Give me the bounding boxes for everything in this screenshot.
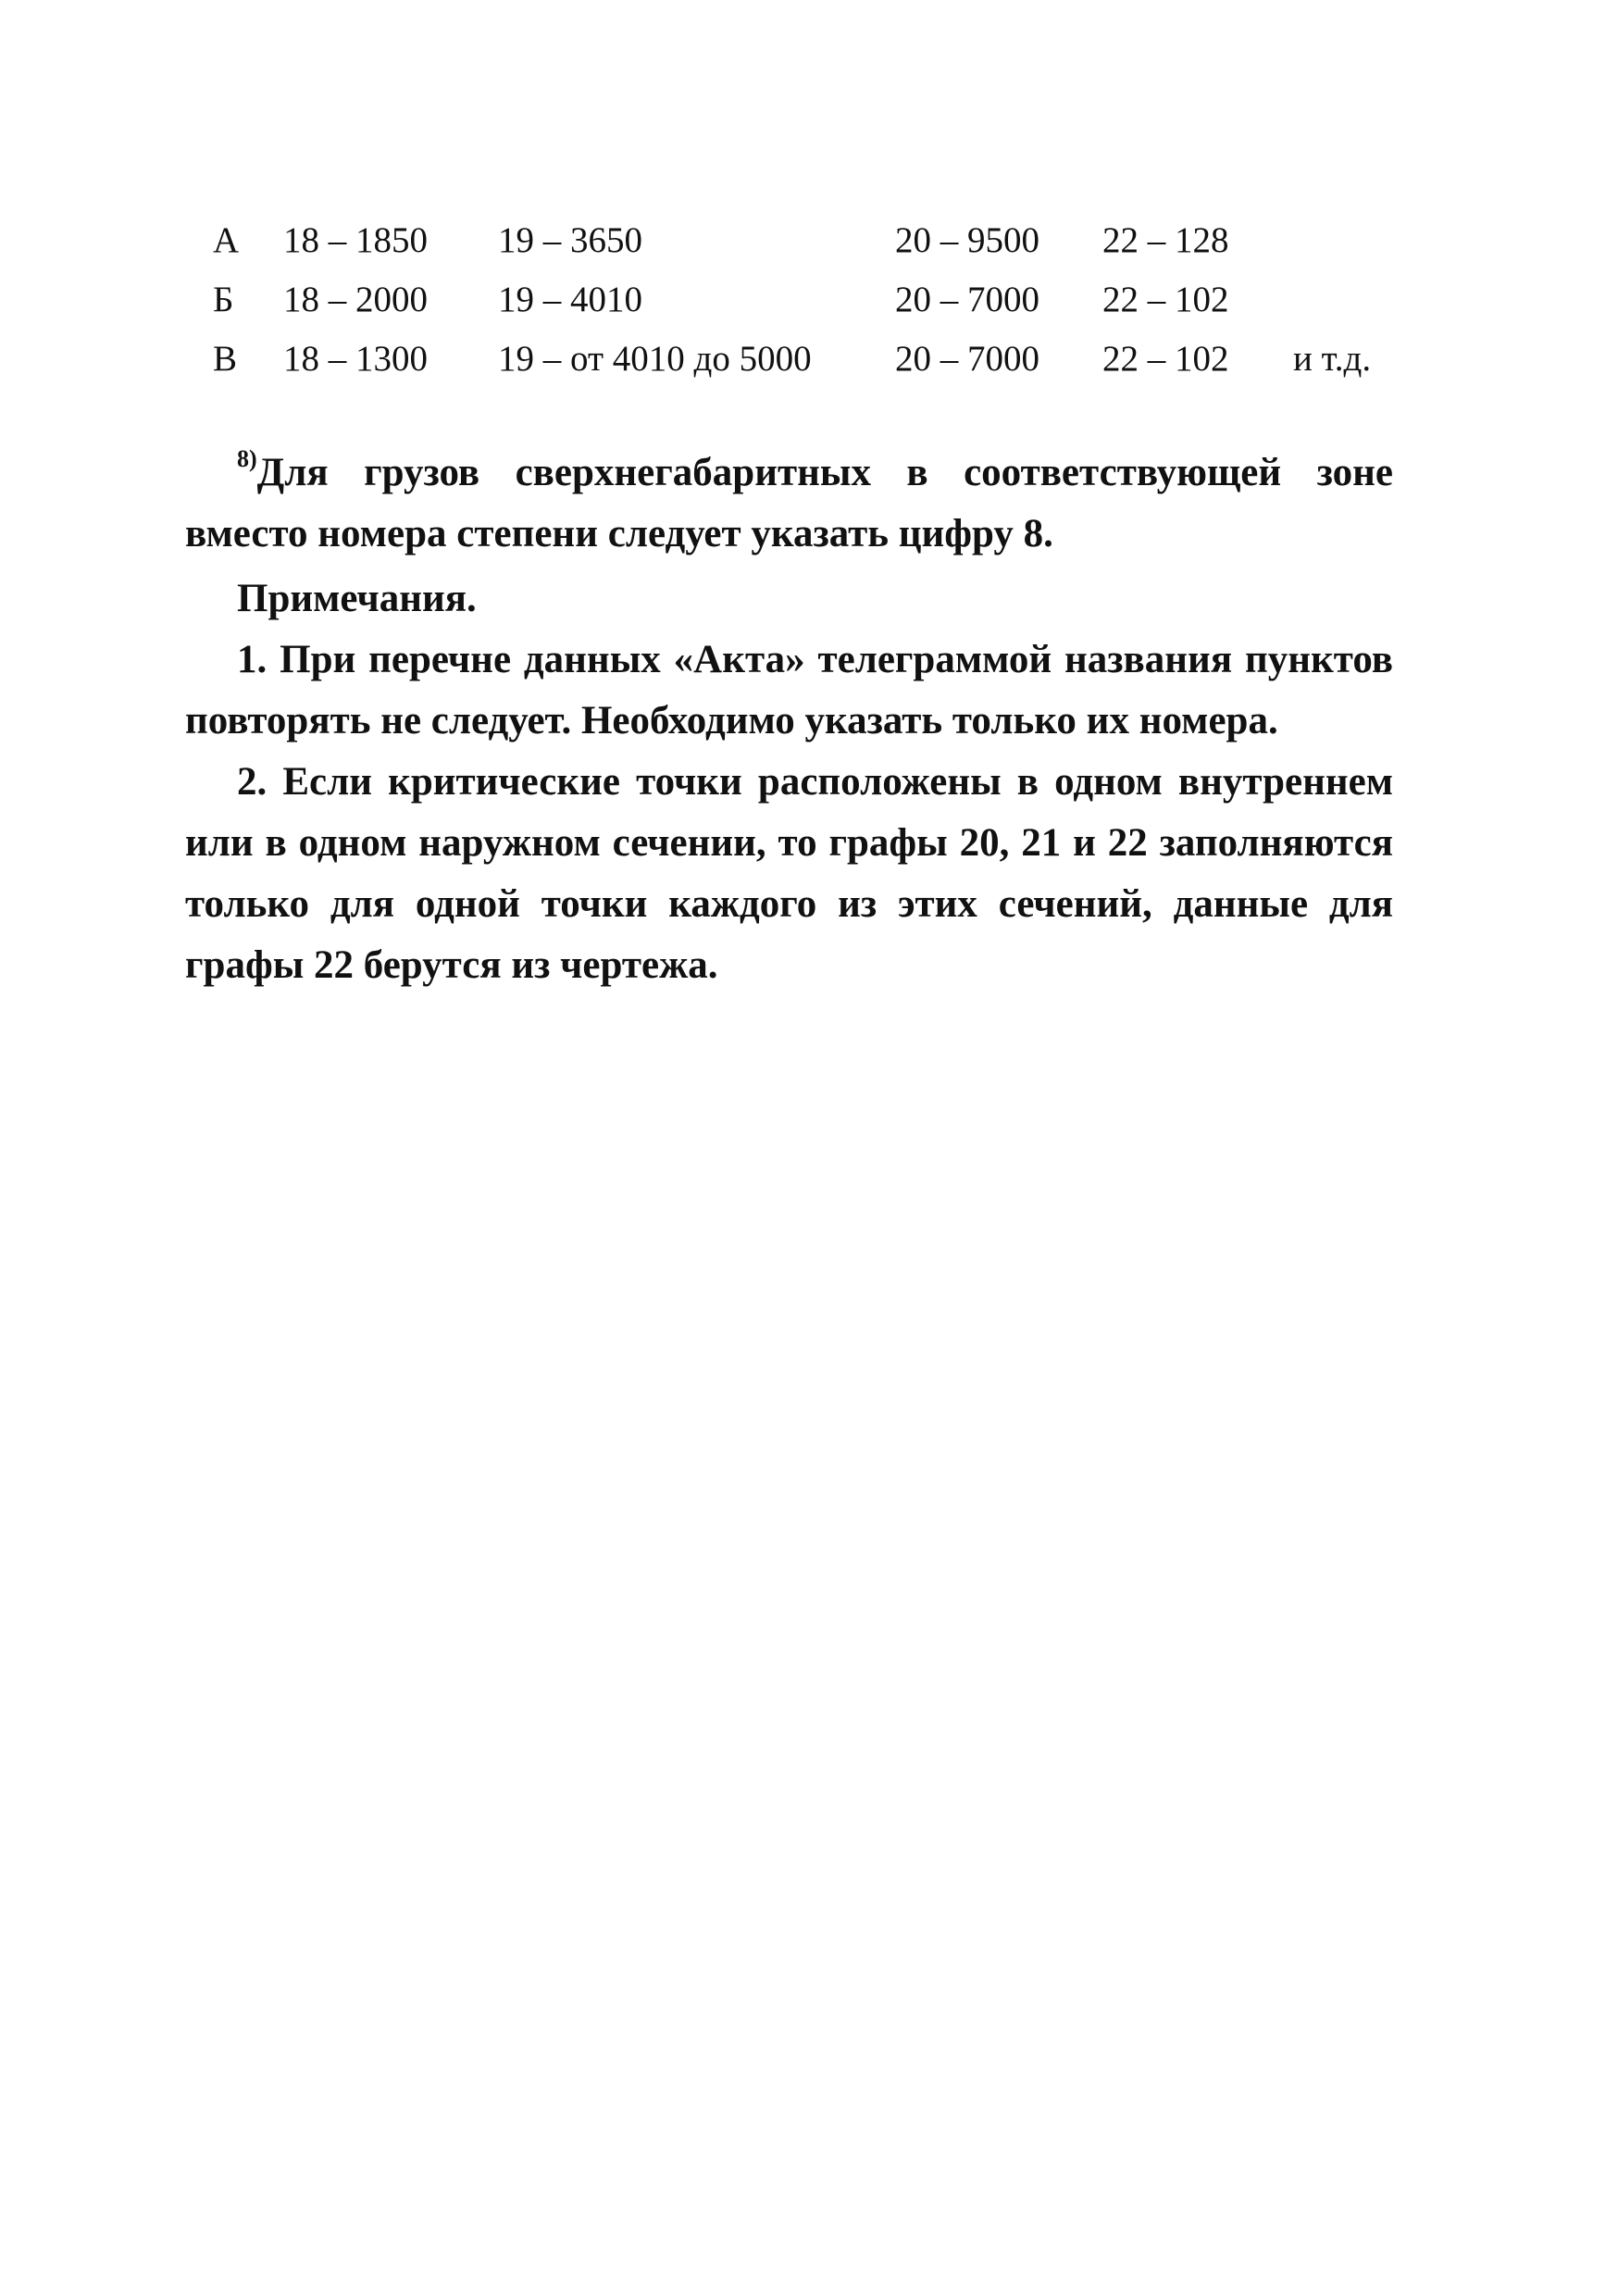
cell-graph-20: 20 – 7000 bbox=[895, 280, 1039, 319]
cell-graph-18: 18 – 1300 bbox=[283, 339, 428, 379]
cell-graph-22: 22 – 128 bbox=[1102, 220, 1229, 260]
table-row bbox=[213, 270, 1404, 330]
values-table bbox=[213, 211, 1404, 389]
footnote-marker: 8) bbox=[237, 445, 257, 472]
row-letter: Б bbox=[213, 280, 234, 319]
note-item-1: 1. При перечне данных «Акта» телеграммой названия пунктов повторять не следует. Необходимо указать только их номера. bbox=[185, 638, 1393, 742]
cell-graph-20: 20 – 9500 bbox=[895, 220, 1039, 260]
cell-extra bbox=[1293, 270, 1404, 330]
cell-graph-22: 22 – 102 bbox=[1102, 339, 1229, 379]
cell-graph-18: 18 – 2000 bbox=[283, 280, 428, 319]
table-row bbox=[213, 211, 1404, 270]
notes-section bbox=[185, 443, 1393, 996]
cell-graph-18: 18 – 1850 bbox=[283, 220, 428, 260]
cell-graph-19: 19 – 4010 bbox=[498, 280, 642, 319]
cell-graph-20: 20 – 7000 bbox=[895, 339, 1039, 379]
cell-extra bbox=[1293, 211, 1404, 270]
footnote-text: Для грузов сверхнегабаритных в соответствующей зоне вместо номера степени следует указать цифру 8. bbox=[185, 451, 1393, 555]
row-letter: В bbox=[213, 339, 238, 379]
table-row bbox=[213, 330, 1404, 389]
row-letter: А bbox=[213, 220, 240, 260]
cell-extra: и т.д. bbox=[1293, 339, 1372, 379]
footnote-8 bbox=[185, 443, 1393, 565]
cell-graph-19: 19 – от 4010 до 5000 bbox=[498, 339, 812, 379]
note-item-2: 2. Если критические точки расположены в одном внутреннем или в одном наружном сечении, то графы 20, 21 и 22 заполняются только для одной точки каждого из этих сечений, данные для графы 22 берутся из чертежа. bbox=[185, 760, 1393, 987]
cell-graph-19: 19 – 3650 bbox=[498, 220, 642, 260]
cell-graph-22: 22 – 102 bbox=[1102, 280, 1229, 319]
notes-heading: Примечания. bbox=[237, 577, 477, 620]
